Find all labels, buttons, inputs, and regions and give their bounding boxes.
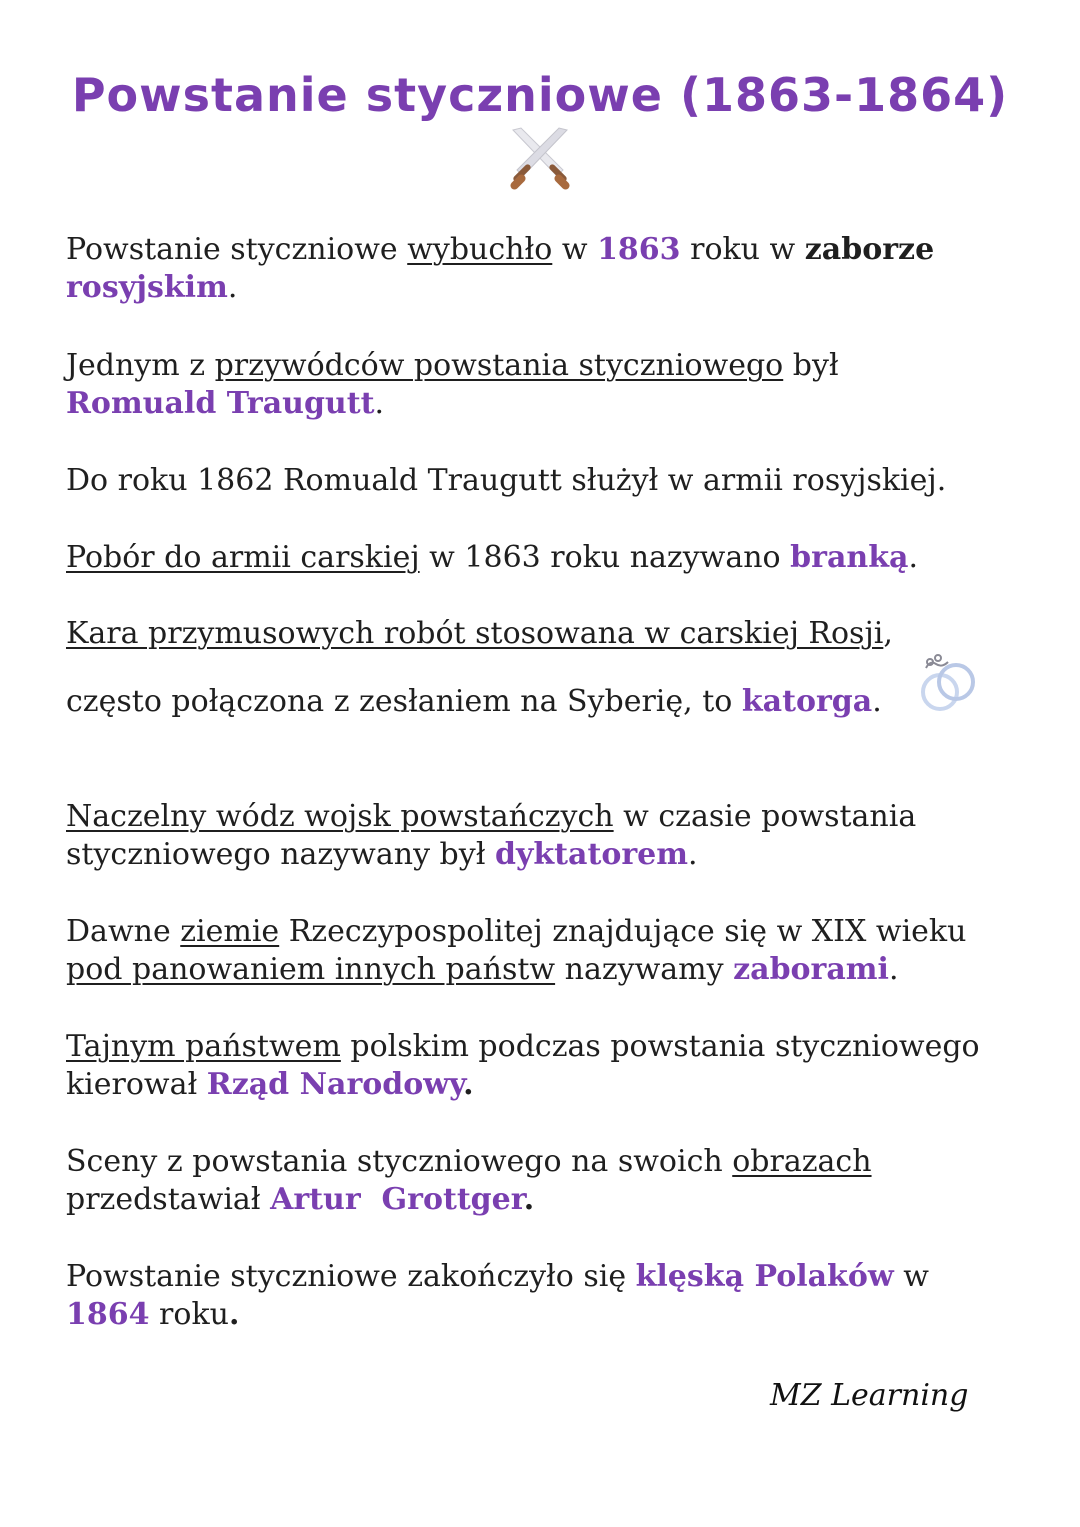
paragraph-katorga-line2: często połączona z zesłaniem na Syberię, to katorga. bbox=[66, 684, 882, 719]
paragraph-uprising-start: Powstanie styczniowe wybuchło w 1863 roku w zaborze rosyjskim. bbox=[66, 232, 935, 305]
crossed-swords-icon bbox=[503, 126, 577, 194]
paragraph-defeat: Powstanie styczniowe zakończyło się klęską Polaków w 1864 roku. bbox=[66, 1259, 929, 1332]
handcuffs-icon bbox=[912, 648, 982, 718]
paragraph-grottger: Sceny z powstania styczniowego na swoich obrazach przedstawiał Artur Grottger. bbox=[66, 1144, 872, 1217]
paragraph-traugutt-service: Do roku 1862 Romuald Traugutt służył w armii rosyjskiej. bbox=[66, 463, 947, 498]
paragraph-katorga-line1: Kara przymusowych robót stosowana w carskiej Rosji, bbox=[66, 616, 893, 651]
paragraph-branka: Pobór do armii carskiej w 1863 roku nazywano branką. bbox=[66, 540, 918, 575]
paragraph-dictator: Naczelny wódz wojsk powstańczych w czasie powstania styczniowego nazywany był dyktatorem. bbox=[66, 799, 917, 872]
paragraph-national-government: Tajnym państwem polskim podczas powstania styczniowego kierował Rząd Narodowy. bbox=[66, 1029, 980, 1102]
page-title: Powstanie styczniowe (1863-1864) bbox=[71, 68, 1009, 122]
paragraph-partitions: Dawne ziemie Rzeczypospolitej znajdujące się w XIX wieku pod panowaniem innych państw nazywamy zaborami. bbox=[66, 914, 967, 987]
signature: MZ Learning bbox=[770, 1378, 969, 1413]
paragraph-leader: Jednym z przywódców powstania styczniowego był Romuald Traugutt. bbox=[66, 348, 839, 421]
